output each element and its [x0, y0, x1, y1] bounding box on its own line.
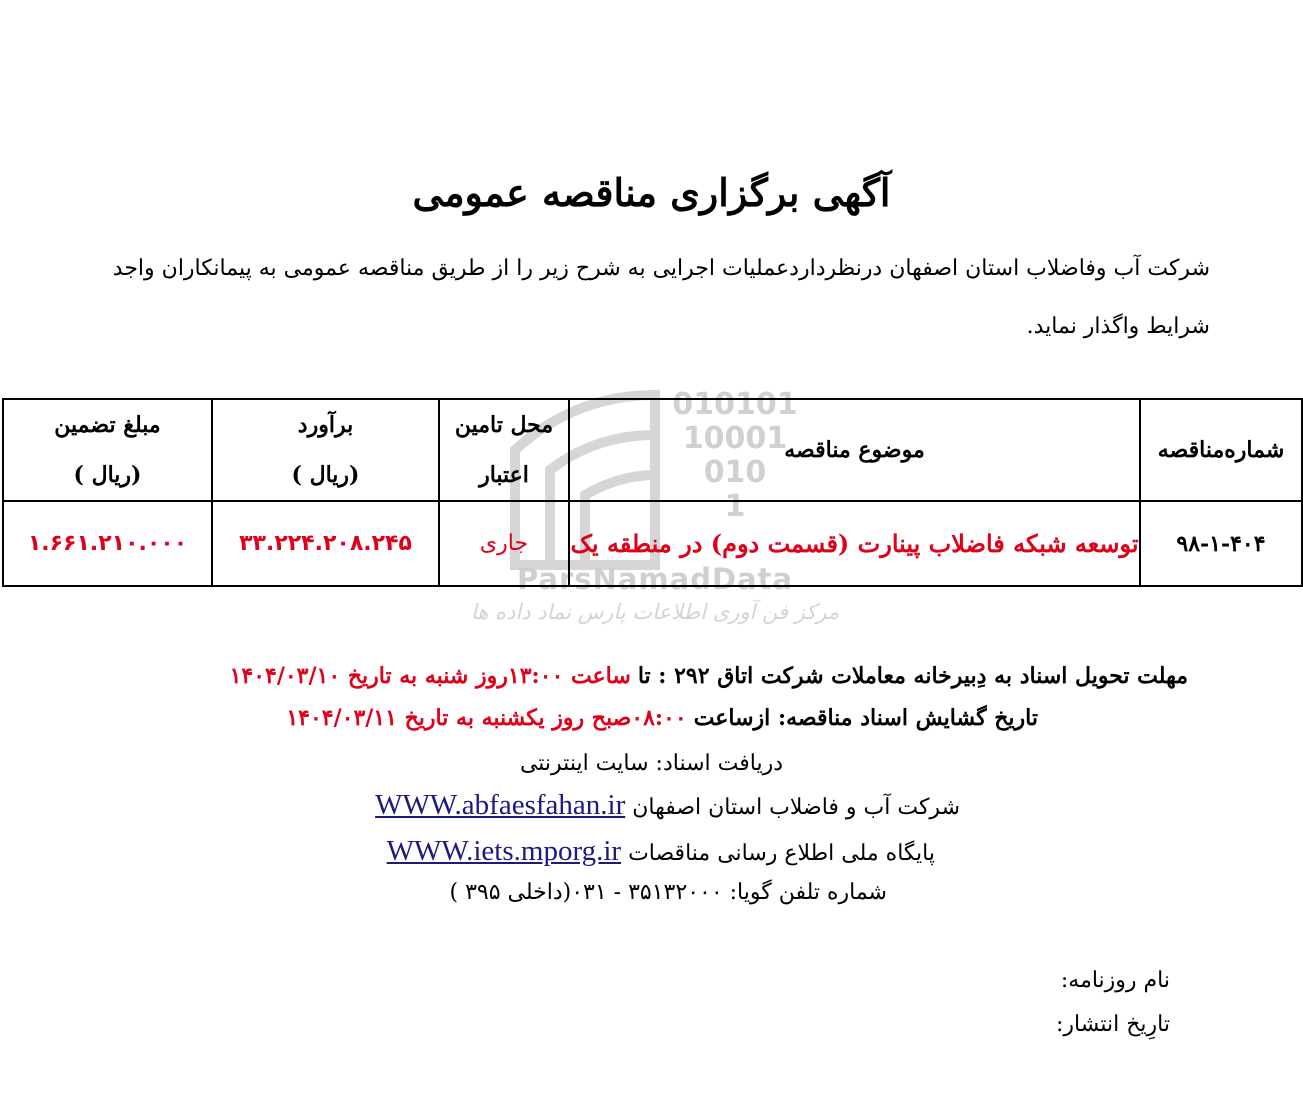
- company-line: [375, 789, 960, 822]
- portal-label: پایگاه ملی اطلاع رسانی مناقصات: [628, 841, 935, 866]
- portal-website-link[interactable]: WWW.iets.mporg.ir: [386, 835, 622, 867]
- cell-guarantee: ۱.۶۶۱.۲۱۰.۰۰۰: [3, 501, 212, 586]
- company-website-link[interactable]: WWW.abfaesfahan.ir: [375, 789, 626, 821]
- notice-title: آگهی برگزاری مناقصه عمومی: [412, 170, 891, 215]
- tender-table: [2, 398, 1303, 587]
- cell-number: ۹۸-۱-۴۰۴: [1140, 501, 1302, 586]
- header-funding-line1: محل تامین: [454, 412, 554, 438]
- cell-funding: جاری: [439, 501, 569, 586]
- notice-intro: شرکت آب وفاضلاب استان اصفهان درنظرداردعملیات اجرایی به شرح زیر را از طریق مناقصه عمومی به پیمانکاران واجد شرایط واگذار نماید.: [112, 256, 1210, 339]
- header-funding: [439, 399, 569, 501]
- newspaper-label: نام روزنامه:: [1060, 968, 1170, 993]
- watermark-digit-line: 10001: [682, 421, 788, 456]
- phone-line: شماره تلفن گویا: ۳۵۱۳۲۰۰۰ - ۰۳۱(داخلی ۳۹۵ ): [449, 880, 887, 905]
- watermark-digit-line: 010101: [672, 387, 798, 422]
- header-number: شماره‌مناقصه: [1140, 399, 1302, 501]
- deadline-line: [230, 663, 1188, 689]
- opening-label: تاریخ گشایش اسناد مناقصه: ازساعت: [693, 705, 1038, 731]
- header-estimate-line2: (ریال ): [291, 462, 360, 488]
- company-label: شرکت آب و فاضلاب استان اصفهان: [632, 795, 960, 820]
- receive-line: دریافت اسناد: سایت اینترنتی: [519, 751, 783, 776]
- portal-line: [387, 835, 935, 868]
- header-estimate: [212, 399, 439, 501]
- publish-date-label: تارِیخ انتشار:: [1055, 1012, 1170, 1037]
- table-row: [3, 501, 1302, 586]
- watermark-subtitle: مرکز فن آوری اطلاعات پارس نماد داده ها: [470, 600, 840, 624]
- deadline-value: ساعت ۱۳:۰۰روز شنبه به تاریخ ۱۴۰۴/۰۳/۱۰: [229, 663, 631, 689]
- header-guarantee: [3, 399, 212, 501]
- header-funding-line2: اعتبار: [479, 462, 529, 488]
- watermark-digit-line: 1: [724, 489, 746, 524]
- deadline-label: مهلت تحویل اسناد به دِبیرخانه معاملات شرکت اتاق ۲۹۲ : تا: [637, 663, 1188, 689]
- header-guarantee-line1: مبلغ تضمین: [54, 412, 161, 438]
- opening-value: ۰۸:۰۰صبح روز یکشنبه به تاریخ ۱۴۰۴/۰۳/۱۱: [286, 705, 687, 731]
- header-subject: موضوع مناقصه: [569, 399, 1140, 501]
- cell-subject: توسعه شبکه فاضلاب پینارت (قسمت دوم) در منطقه یک: [569, 501, 1140, 586]
- watermark-digit-line: 010: [703, 455, 767, 490]
- watermark-brand: ParsNamadData: [516, 562, 794, 596]
- opening-line: [286, 705, 1038, 731]
- cell-estimate: ۳۳.۲۲۴.۲۰۸.۲۴۵: [212, 501, 439, 586]
- header-guarantee-line2: (ریال ): [73, 462, 142, 488]
- table-header-row: [3, 399, 1302, 501]
- header-estimate-line1: برآورد: [297, 412, 354, 438]
